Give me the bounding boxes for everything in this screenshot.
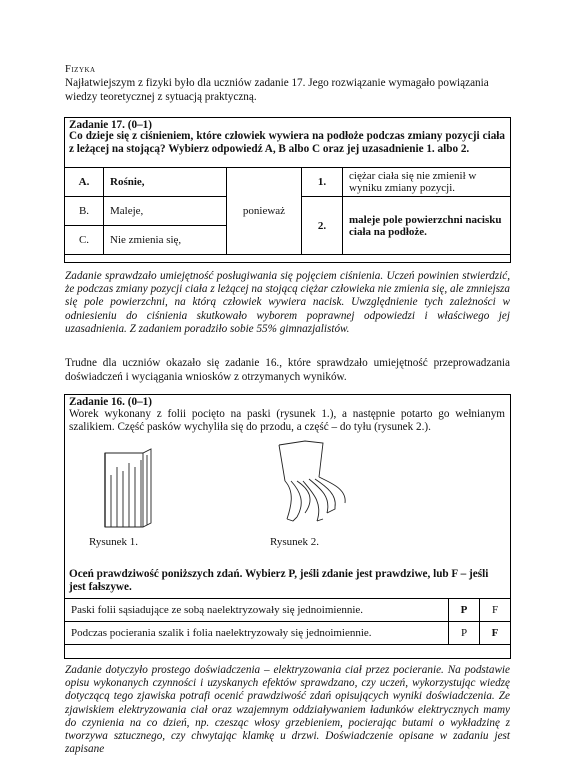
task16-description: Worek wykonany z folii pocięto na paski (rysunek 1.), a następnie potarto go wełnianym szalikiem. Część pasków wychyliła się do przodu, a część – do tyłu (rysunek 2.).: [69, 408, 505, 433]
statement-1-text: Paski folii sąsiadujące ze sobą naelektryzowały się jednoimiennie.: [65, 599, 449, 622]
option-b-text: Maleje,: [104, 197, 227, 226]
task17-commentary: Zadanie sprawdzało umiejętność posługiwania się pojęciem ciśnienia. Uczeń powinien stwierdzić, że podczas zmiany pozycji ciała z leżącej na stojącą ciężar człowieka nie zmienia się, ale zmniejsza się pole powierzchni, na którą człowiek wywiera nacisk. Uwzględnienie tych zależności w odniesieniu do ciśnienia skutkowało wyborem poprawnej odpowiedzi i właściwego jej uzasadnienia. Z zadaniem poradziło sobie 55% gimnazjalistów.: [65, 270, 510, 335]
intro-paragraph: Najłatwiejszym z fizyki było dla uczniów zadanie 17. Jego rozwiązanie wymagało powiązania wiedzy teoretycznej z sytuacją praktyczną.: [65, 77, 489, 103]
task16-title: Zadanie 16. (0–1): [69, 396, 152, 408]
task16-intro: Trudne dla uczniów okazało się zadanie 16., które sprawdzało umiejętność przeprowadzania doświadczeń i wyciągania wniosków z otrzymanych wyników.: [65, 357, 510, 383]
reason-2-text: maleje pole powierzchni nacisku ciała na podłoże.: [343, 197, 511, 255]
task17-title: Zadanie 17. (0–1): [69, 119, 152, 131]
statement-1-false[interactable]: F: [480, 599, 511, 622]
section-label: Fizyka: [65, 64, 96, 75]
option-c-letter: C.: [65, 226, 104, 255]
statement-2-true[interactable]: P: [449, 622, 480, 645]
statement-2-false[interactable]: F: [480, 622, 511, 645]
reason-1-number: 1.: [302, 168, 343, 197]
task17-answer-table: [64, 167, 511, 255]
figure-1-illustration: [95, 445, 175, 535]
statement-2-text: Podczas pocierania szalik i folia naelektryzowały się jednoimiennie.: [65, 622, 449, 645]
option-a-text: Rośnie,: [104, 168, 227, 197]
option-a-letter: A.: [65, 168, 104, 197]
task16-instruction: Oceń prawdziwość poniższych zdań. Wybierz P, jeśli zdanie jest prawdziwe, lub F – jeśli jest fałszywe.: [69, 568, 489, 593]
task16-commentary: Zadanie dotyczyło prostego doświadczenia – elektryzowania ciał przez pocieranie. Na podstawie opisu wykonanych czynności i uzyskanych efektów sprawdzano, czy uczeń, wykorzystując wiedzę dotyczącą tego zjawiska potrafi ocenić prawdziwość zdań opisujących wyniki doświadczenia. Ze zjawiskiem elektryzowania ciał oraz wzajemnym oddziaływaniem ładunków elektrycznych mamy do czynienia na co dzień, np. czesząc włosy grzebieniem, pocierając butami o wykładzinę z tworzywa sztucznego, czy chwytając klamkę u drzwi. Doświadczenie opisane w zadaniu jest zapisane: [65, 664, 510, 756]
true-false-table: [64, 598, 511, 645]
figure-2-caption: Rysunek 2.: [270, 536, 320, 548]
figure-1-caption: Rysunek 1.: [89, 536, 139, 548]
figure-2-illustration: [265, 437, 365, 532]
statement-1-true[interactable]: P: [449, 599, 480, 622]
connector-text: ponieważ: [227, 168, 302, 255]
reason-2-number: 2.: [302, 197, 343, 255]
option-b-letter: B.: [65, 197, 104, 226]
task17-question: Co dzieje się z ciśnieniem, które człowiek wywiera na podłoże podczas zmiany pozycji ciała z leżącej na stojącą? Wybierz odpowiedź A, B albo C oraz jej uzasadnienie 1. albo 2.: [69, 130, 505, 155]
task17-box: [64, 117, 511, 263]
reason-1-text: ciężar ciała się nie zmienił w wyniku zmiany pozycji.: [343, 168, 511, 197]
task16-box: [64, 394, 511, 659]
option-c-text: Nie zmienia się,: [104, 226, 227, 255]
